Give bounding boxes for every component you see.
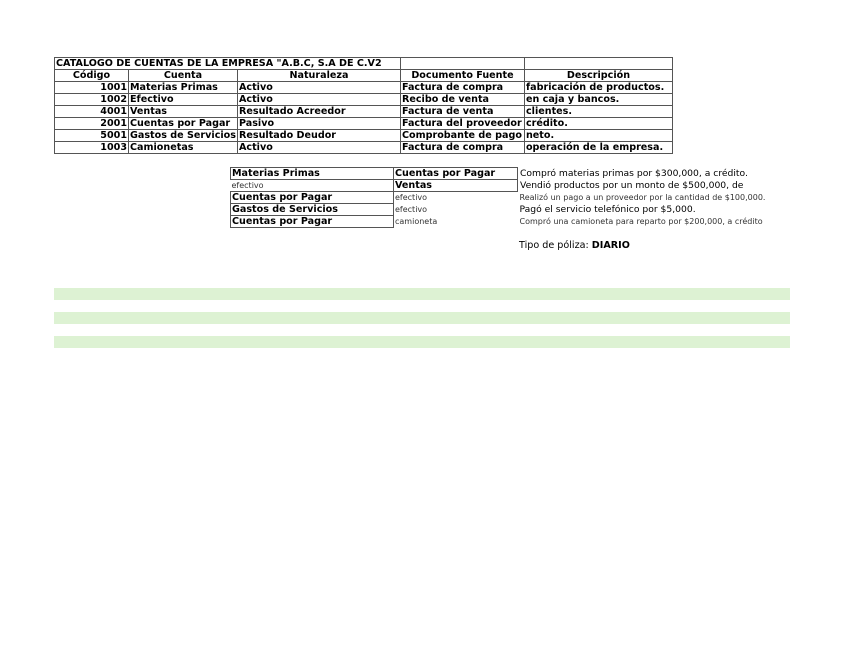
cell-transaction-description[interactable]: Pagó el servicio telefónico por $5,000. (519, 204, 696, 215)
cell-transaction-description[interactable]: Vendió productos por un monto de $500,000, de (520, 180, 744, 191)
cell-description[interactable]: fabricación de productos. (524, 82, 672, 94)
cell-document[interactable]: Factura de venta (400, 106, 524, 118)
cell-nature[interactable]: Resultado Acreedor (237, 106, 400, 118)
cell-account[interactable]: Camionetas (129, 142, 238, 154)
table-row (55, 94, 673, 106)
catalog-title[interactable]: CATALOGO DE CUENTAS DE LA EMPRESA "A.B.C, S.A DE C.V2 (55, 58, 401, 70)
journal-entries-table (230, 167, 788, 228)
cell-nature[interactable]: Activo (237, 94, 400, 106)
cell-description[interactable]: neto. (524, 130, 672, 142)
empty-cell[interactable] (400, 58, 524, 70)
cell-account[interactable]: Cuentas por Pagar (129, 118, 238, 130)
cell-code[interactable]: 4001 (55, 106, 129, 118)
header-description[interactable]: Descripción (524, 70, 672, 82)
cell-code[interactable]: 1002 (55, 94, 129, 106)
cell-credit-account[interactable]: Cuentas por Pagar (394, 168, 518, 180)
cell-document[interactable]: Factura de compra (400, 142, 524, 154)
cell-transaction-description[interactable]: Compró materias primas por $300,000, a crédito. (520, 168, 748, 179)
table-row (231, 180, 788, 192)
cell-credit-account[interactable]: Ventas (394, 180, 518, 192)
cell-description[interactable]: crédito. (524, 118, 672, 130)
policy-type (519, 240, 630, 251)
cell-nature[interactable]: Activo (237, 142, 400, 154)
cell-transaction-description[interactable]: Realizó un pago a un proveedor por la cantidad de $100,000. (519, 193, 766, 202)
table-row (231, 204, 788, 216)
policy-type-label[interactable]: Tipo de póliza: (519, 240, 589, 251)
cell-document[interactable]: Recibo de venta (400, 94, 524, 106)
table-row (55, 118, 673, 130)
table-row (55, 82, 673, 94)
cell-account[interactable]: Ventas (129, 106, 238, 118)
cell-code[interactable]: 2001 (55, 118, 129, 130)
cell-nature[interactable]: Activo (237, 82, 400, 94)
cell-nature[interactable]: Pasivo (237, 118, 400, 130)
cell-description[interactable]: operación de la empresa. (524, 142, 672, 154)
header-nature[interactable]: Naturaleza (237, 70, 400, 82)
cell-document[interactable]: Factura de compra (400, 82, 524, 94)
cell-transaction-description[interactable]: Compró una camioneta para reparto por $200,000, a crédito (519, 217, 763, 226)
cell-document[interactable]: Comprobante de pago (400, 130, 524, 142)
table-row (231, 192, 788, 204)
table-row (231, 168, 788, 180)
cell-credit-account[interactable]: efectivo (395, 205, 428, 214)
cell-account[interactable]: Materias Primas (129, 82, 238, 94)
cell-code[interactable]: 5001 (55, 130, 129, 142)
account-catalog-table (54, 57, 673, 154)
cell-debit-account[interactable]: efectivo (231, 181, 264, 190)
highlighted-row-band[interactable] (54, 288, 790, 300)
table-row (55, 130, 673, 142)
table-row (231, 216, 788, 228)
cell-code[interactable]: 1001 (55, 82, 129, 94)
cell-debit-account[interactable]: Cuentas por Pagar (231, 216, 394, 228)
header-document[interactable]: Documento Fuente (400, 70, 524, 82)
catalog-header-row (55, 70, 673, 82)
cell-account[interactable]: Gastos de Servicios (130, 130, 236, 141)
cell-nature[interactable]: Resultado Deudor (237, 130, 400, 142)
cell-credit-account[interactable]: efectivo (395, 193, 428, 203)
highlighted-row-band[interactable] (54, 312, 790, 324)
cell-code[interactable]: 1003 (55, 142, 129, 154)
header-code[interactable]: Código (55, 70, 129, 82)
table-row (55, 106, 673, 118)
cell-description[interactable]: clientes. (524, 106, 672, 118)
cell-debit-account[interactable]: Cuentas por Pagar (231, 192, 394, 204)
empty-cell[interactable] (524, 58, 672, 70)
table-row (55, 142, 673, 154)
cell-description[interactable]: en caja y bancos. (524, 94, 672, 106)
cell-credit-account[interactable]: camioneta (395, 217, 438, 226)
cell-document[interactable]: Factura del proveedor (400, 118, 524, 130)
header-account[interactable]: Cuenta (129, 70, 238, 82)
catalog-title-row (55, 58, 673, 70)
cell-debit-account[interactable]: Materias Primas (231, 168, 394, 180)
policy-type-value[interactable]: DIARIO (591, 240, 630, 251)
highlighted-row-band[interactable] (54, 336, 790, 348)
cell-account[interactable]: Efectivo (129, 94, 238, 106)
cell-debit-account[interactable]: Gastos de Servicios (231, 204, 394, 216)
